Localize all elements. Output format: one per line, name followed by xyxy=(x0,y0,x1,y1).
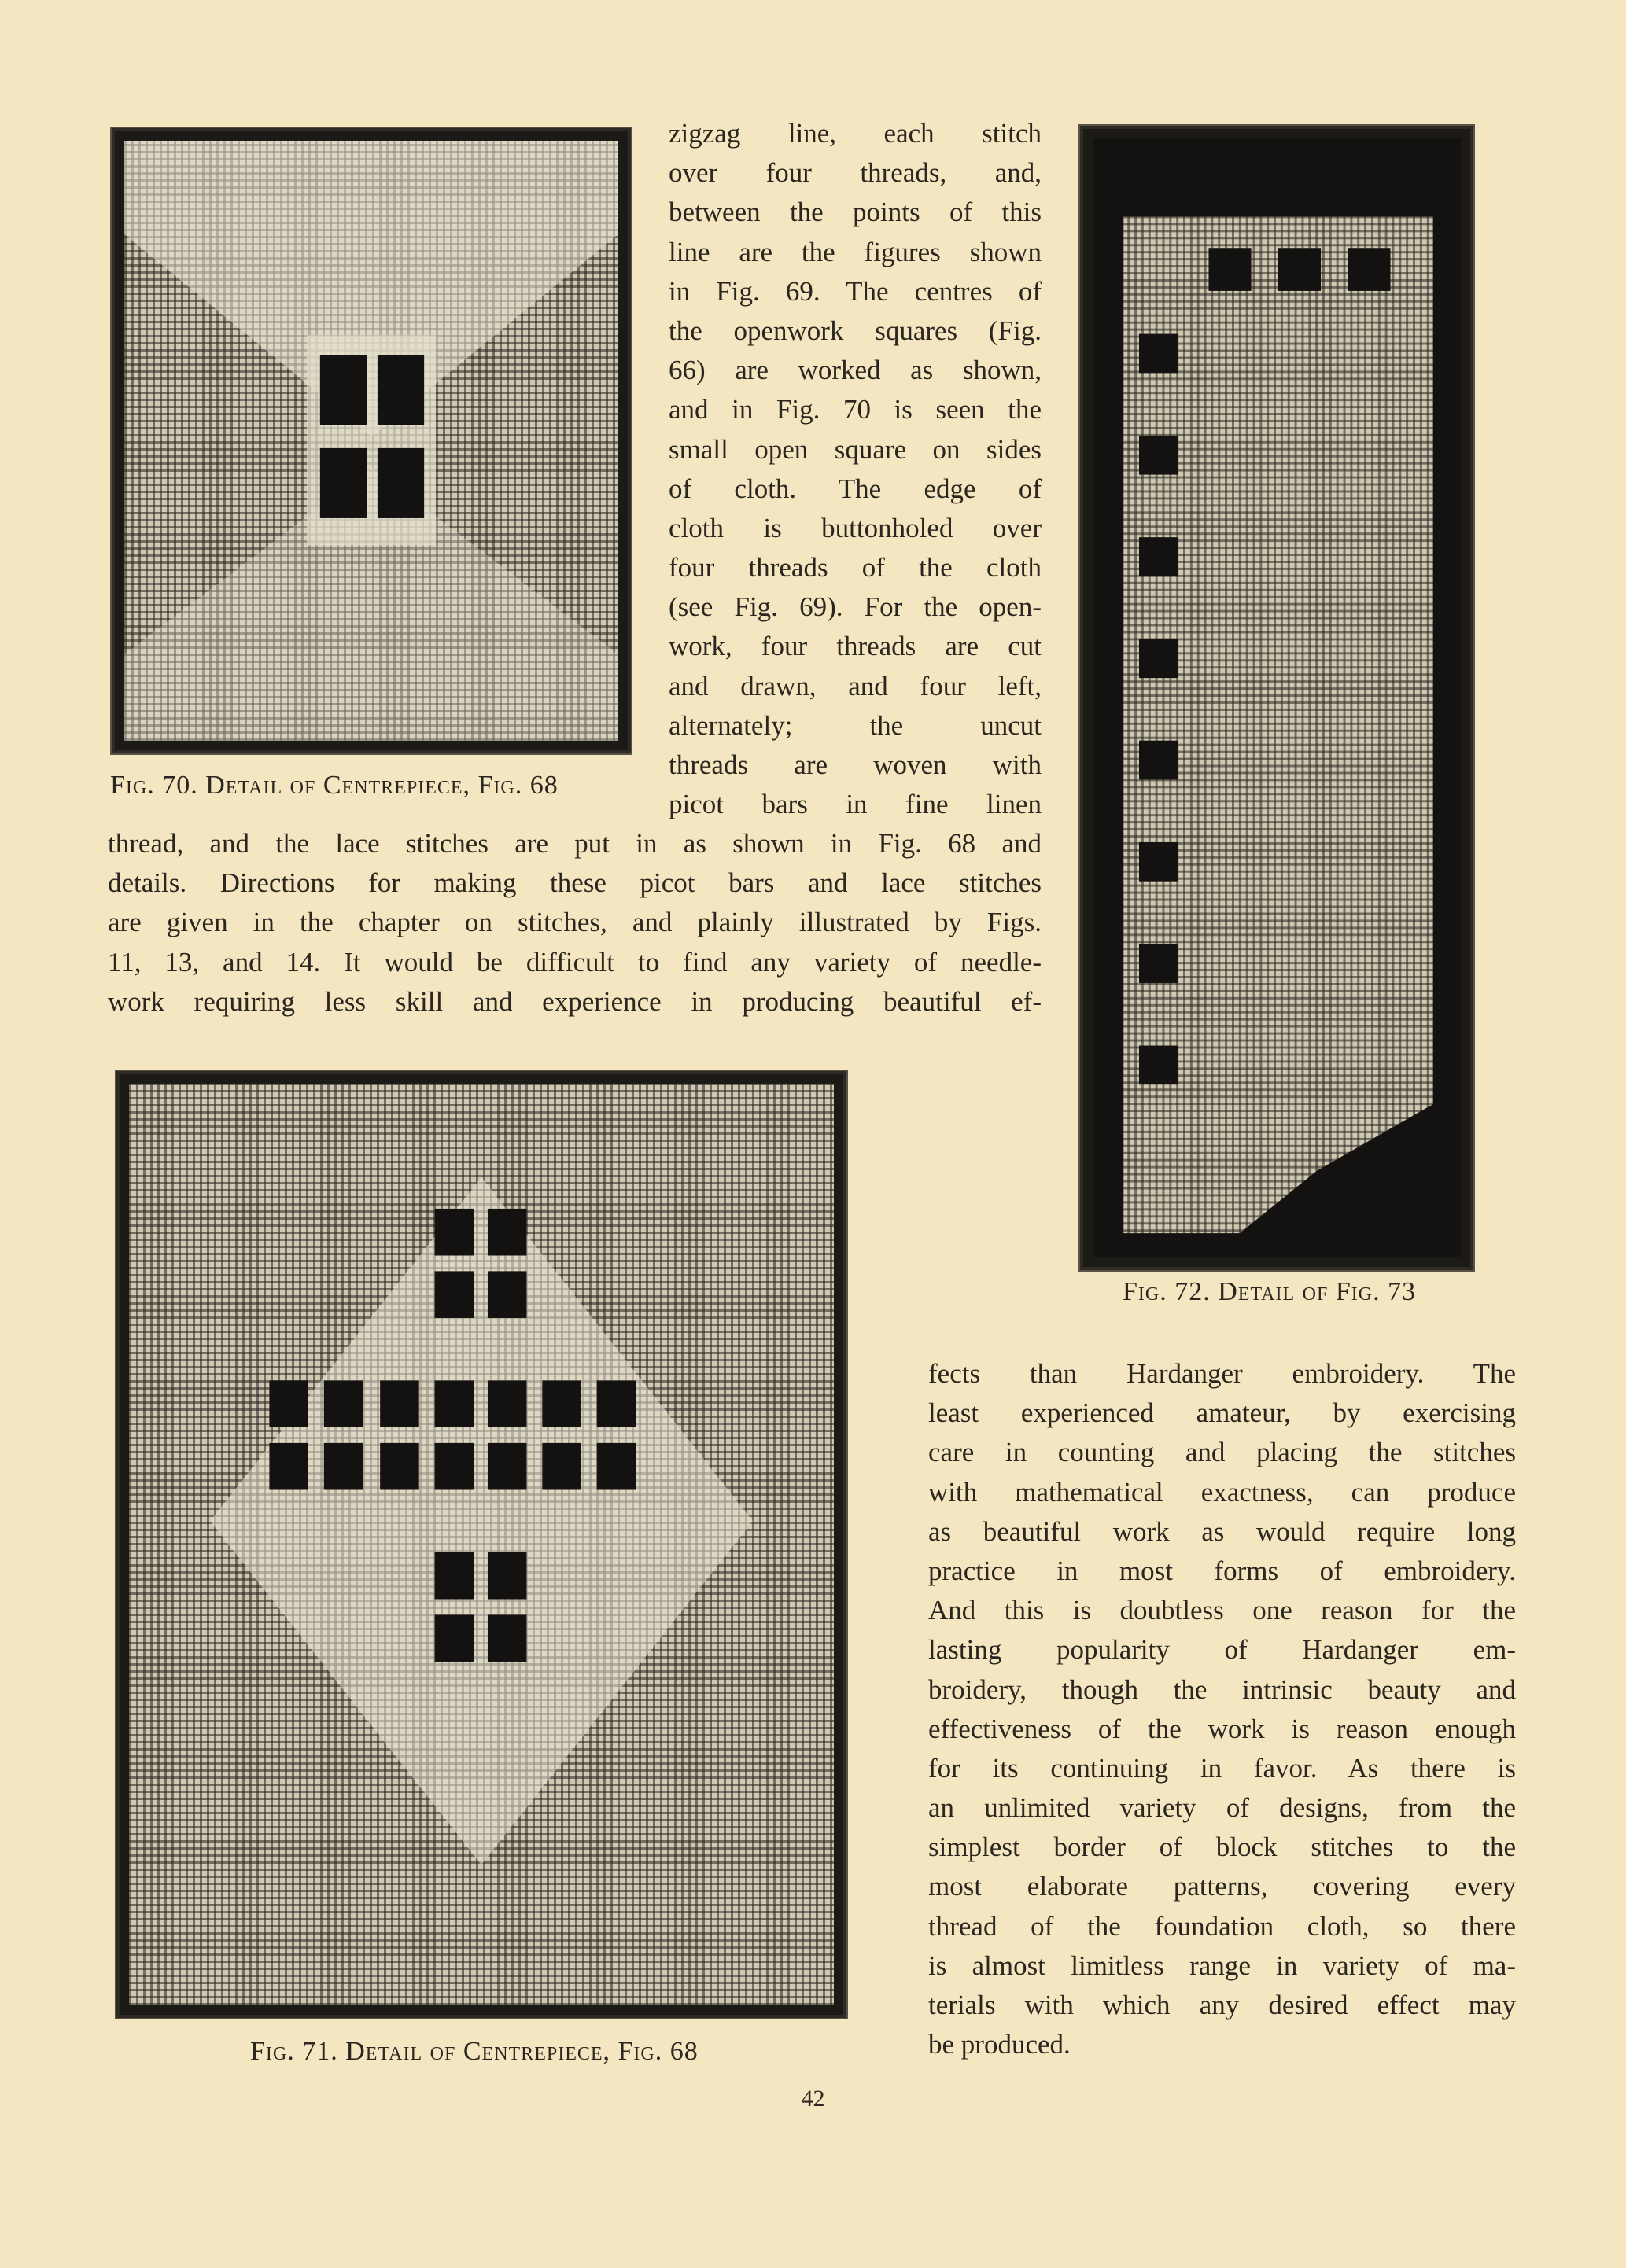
text-line: between the points of this xyxy=(669,197,1042,228)
text-line: an unlimited variety of designs, from the xyxy=(928,1792,1516,1824)
figure-70-caption: Fig. 70. Detail of Centrepiece, Fig. 68 xyxy=(110,771,559,800)
figure-71-photo xyxy=(116,1071,846,2018)
figure-70-photo xyxy=(112,128,631,753)
figure-72-caption: Fig. 72. Detail of Fig. 73 xyxy=(1123,1277,1417,1306)
text-line: alternately; the uncut xyxy=(669,709,1042,741)
text-line: picot bars in fine linen xyxy=(669,789,1042,820)
text-line: thread of the foundation cloth, so there xyxy=(928,1910,1516,1942)
text-line: simplest border of block stitches to the xyxy=(928,1832,1516,1863)
text-line: are given in the chapter on stitches, and plainly illustrated by Figs. xyxy=(108,907,1042,938)
text-line: small open square on sides xyxy=(669,433,1042,465)
figure-72-embroidery-image xyxy=(1093,138,1461,1257)
text-line: details. Directions for making these picot bars and lace stitches xyxy=(108,867,1042,899)
text-line: zigzag line, each stitch xyxy=(669,118,1042,149)
figure-71-caption: Fig. 71. Detail of Centrepiece, Fig. 68 xyxy=(250,2037,699,2066)
text-line: as beautiful work as would require long xyxy=(928,1515,1516,1547)
figure-70-embroidery-image xyxy=(124,141,618,741)
text-line: four threads of the cloth xyxy=(669,552,1042,584)
text-line: most elaborate patterns, covering every xyxy=(928,1871,1516,1902)
text-column-top xyxy=(669,114,1042,824)
text-line: broidery, though the intrinsic beauty and xyxy=(928,1673,1516,1705)
text-line: And this is doubtless one reason for the xyxy=(928,1595,1516,1626)
text-line: least experienced amateur, by exercising xyxy=(928,1397,1516,1429)
text-line: of cloth. The edge of xyxy=(669,473,1042,504)
text-line: effectiveness of the work is reason enough xyxy=(928,1713,1516,1744)
figure-71-embroidery-image xyxy=(129,1084,834,2005)
text-line: and drawn, and four left, xyxy=(669,670,1042,701)
text-line: practice in most forms of embroidery. xyxy=(928,1555,1516,1586)
text-line: thread, and the lace stitches are put in as shown in Fig. 68 and xyxy=(108,828,1042,859)
text-line: cloth is buttonholed over xyxy=(669,512,1042,543)
page-number: 42 xyxy=(801,2086,825,2112)
figure-72-photo xyxy=(1080,126,1473,1270)
text-line: with mathematical exactness, can produce xyxy=(928,1476,1516,1508)
text-line: threads are woven with xyxy=(669,749,1042,780)
text-line: in Fig. 69. The centres of xyxy=(669,275,1042,307)
text-line: 11, 13, and 14. It would be difficult to find any variety of needle- xyxy=(108,946,1042,978)
text-line: 66) are worked as shown, xyxy=(669,355,1042,386)
text-line: lasting popularity of Hardanger em- xyxy=(928,1634,1516,1666)
text-line: care in counting and placing the stitches xyxy=(928,1437,1516,1468)
text-line: terials with which any desired effect may xyxy=(928,1990,1516,2020)
text-column-bottom xyxy=(928,1354,1516,2064)
text-line: (see Fig. 69). For the open- xyxy=(669,591,1042,623)
text-line: fects than Hardanger embroidery. The xyxy=(928,1358,1516,1389)
text-line: for its continuing in favor. As there is xyxy=(928,1752,1516,1784)
text-full-width xyxy=(108,824,1042,1022)
text-line: work, four threads are cut xyxy=(669,631,1042,662)
text-line: the openwork squares (Fig. xyxy=(669,315,1042,346)
text-line: and in Fig. 70 is seen the xyxy=(669,394,1042,425)
text-line: line are the figures shown xyxy=(669,236,1042,267)
text-line: over four threads, and, xyxy=(669,157,1042,189)
text-line: is almost limitless range in variety of ma- xyxy=(928,1950,1516,1981)
text-line: work requiring less skill and experience in producing beautiful ef- xyxy=(108,985,1042,1017)
text-line: be produced. xyxy=(928,2029,1071,2060)
